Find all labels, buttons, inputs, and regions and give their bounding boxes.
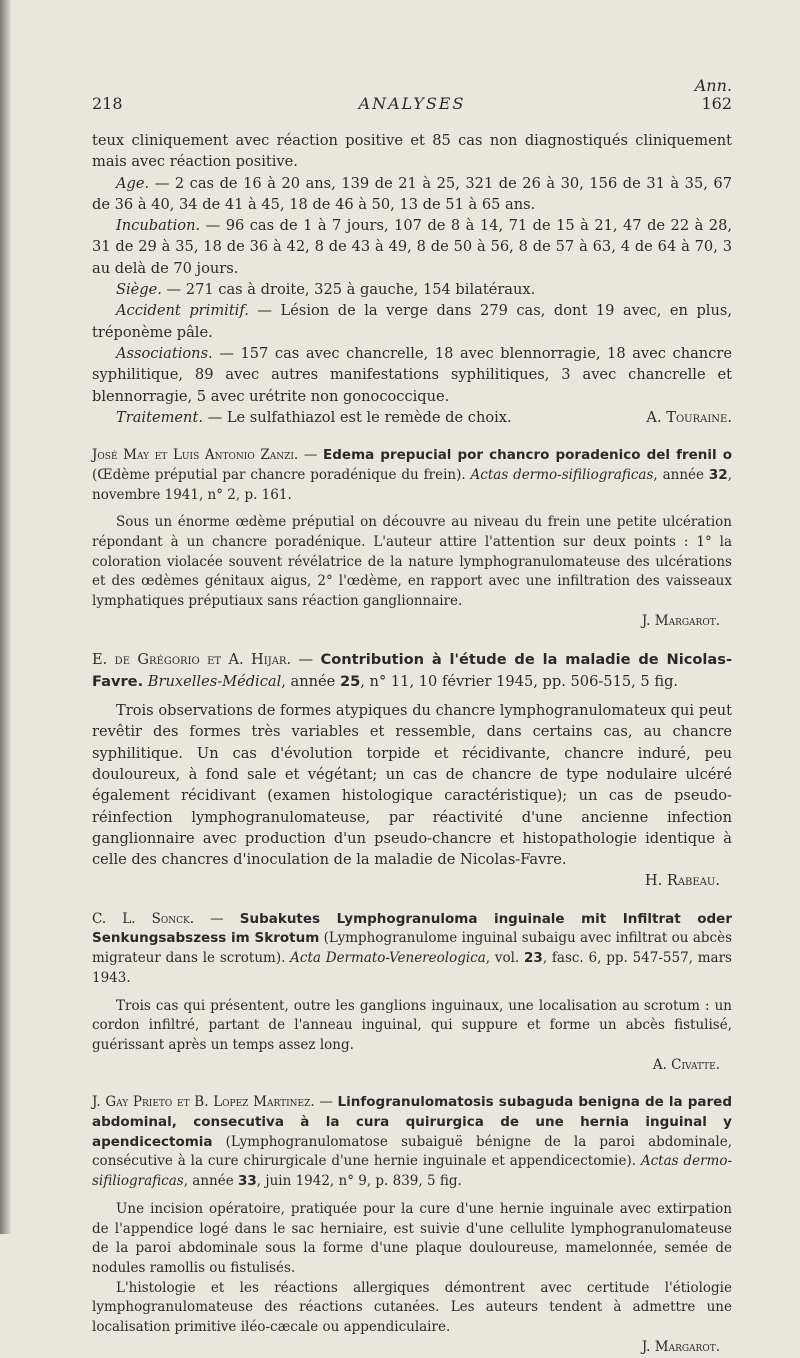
entry-translation: (Lymphogranulome inguinal subaigu avec infiltrat ou abcès migrateur dans le scrotum). [92,930,732,967]
entry-translation: (Lymphogranulomatose subaiguë bénigne de la paroi abdominale, consécutive à la cure chirurgicale d'une hernie inguinale et appendicectomie). [92,1133,732,1170]
entry-volume: 23 [524,950,543,967]
header-ann: Ann. [694,76,732,95]
signature: A. Civatte. [652,1056,720,1073]
ref-pre: , vol. [485,950,525,967]
accident-text: — Lésion de la verge dans 279 cas, dont 19 avec, en plus, tréponème pâle. [92,302,732,341]
scan-edge-shadow [0,0,12,1234]
ref-post: , fasc. 6, pp. 547-557, mars 1943. [92,950,732,986]
entry-journal: Bruxelles-Médical [147,672,282,690]
entry-body: Trois observations de formes atypiques du chancre lymphogranulomateux qui peut revêtir des formes très variables et ressemble, dans certains cas, au chancre syphilitique. Un cas d'évolution torpide et récidivante, chancre induré, peu douloureux, à fond sale et végétant; un cas de chancre de type nodulaire ulcéré également récidivant (examen histologique caractéristique); un cas de pseudo-réinfection lymphogranulomateuse, par réactivité d'une ancienne infection ganglionnaire avec production d'un pseudo-chancre et histopathologie identique à celle des chancres d'inoculation de la maladie de Nicolas-Favre. [92,702,732,869]
treatment-text: — Le sulfathiazol est le remède de choix. [202,408,512,426]
entry-journal: Actas dermo-sifiliograficas [470,466,654,483]
dash: — [298,447,324,464]
incubation-text: — 96 cas de 1 à 7 jours, 107 de 8 à 14, 71 de 15 à 21, 47 de 22 à 28, 31 de 29 à 35, 18 de 36 à 42, 8 de 43 à 49, 8 de 50 à 56, 8 de 57 à 63, 4 de 64 à 70, 3 au delà de 70 jours. [92,217,732,277]
treatment-label: Traitement. [116,408,203,426]
incubation-paragraph [92,215,732,279]
entry-continued [92,130,732,428]
final-row [92,1279,732,1338]
signature: A. Touraine. [646,408,732,426]
associations-paragraph [92,343,732,407]
accident-paragraph [92,300,732,343]
entry-authors: C. L. Sonck. [92,910,195,927]
siege-paragraph [92,279,732,300]
ref-post: , n° 11, 10 février 1945, pp. 506-515, 5 fig. [360,672,679,690]
entry-heading [92,649,732,692]
dash: — [314,1094,338,1111]
entry-volume: 33 [238,1173,257,1190]
running-title: ANALYSES [358,94,466,113]
associations-text: — 157 cas avec chancrelle, 18 avec blennorragie, 18 avec chancre syphilitique, 89 avec autres manifestations syphilitiques, 3 avec chancrelle et blennorragie, 5 avec urétrite non gonococcique. [92,344,732,405]
entry-title: Linfogranulomatosis subaguda benigna de la pared abdominal, consecutiva à la cura quirurgica de une hernia inguinal y apendicectomia [92,1094,732,1150]
running-header [92,94,732,116]
incubation-label: Incubation. [116,217,201,235]
ref-post: , novembre 1941, n° 2, p. 161. [92,466,732,503]
treatment-paragraph [92,407,512,428]
intro-paragraph: teux cliniquement avec réaction positive et 85 cas non diagnostiqués cliniquement mais avec réaction positive. [92,132,732,171]
treatment-row [92,407,732,428]
entry-body: Trois cas qui présentent, outre les ganglions inguinaux, une localisation au scrotum : un cordon infiltré, partant de l'anneau inguinal, qui suppure et forme un abcès fistulisé, guérissant après un temps assez long. [92,997,732,1053]
associations-label: Associations. [116,344,213,362]
entry-sonck [92,910,732,1076]
entry-body-1: Une incision opératoire, pratiquée pour la cure d'une hernie inguinale avec extirpation de l'appendice logé dans le sac herniaire, est suivie d'une cellulite lymphogranulomateuse de la paroi abdominale sous la forme d'une plaque douloureuse, mamelonnée, semée de nodules ramollis ou fistulisés. [92,1200,732,1276]
ref-pre: , année [183,1173,238,1190]
entry-title: Subakutes Lymphogranuloma inguinale mit Infiltrat oder Senkungsabszess im Skrotum [92,910,732,947]
siege-label: Siège. [116,281,162,299]
ref-post: , juin 1942, n° 9, p. 839, 5 fig. [256,1173,462,1190]
entry-title: Contribution à l'étude de la maladie de Nicolas-Favre. [92,651,732,690]
ref-pre: , année [281,672,340,690]
entry-translation: (Œdème préputial par chancre poradénique du frein). [92,466,471,483]
entry-authors: José May et Luis Antonio Zanzi. [92,447,299,464]
entry-may-zanzi [92,446,732,631]
accident-label: Accident primitif. [116,302,249,320]
entry-volume: 25 [339,672,361,690]
dash: — [291,651,321,669]
entry-title: Edema prepucial por chancro poradenico del frenil o [323,447,732,464]
entry-gregorio-hijar [92,649,732,891]
entry-volume: 32 [708,466,728,483]
entry-journal: Acta Dermato-Venereologica [290,950,486,967]
entry-body: Sous un énorme œdème préputial on découvre au niveau du frein une petite ulcération répondant à un chancre poradénique. L'auteur attire l'attention sur deux points : 1° la coloration violacée souvent révélatrice de la nature lymphogranulomateuse des ulcérations et des œdèmes génitaux aigus, 2° l'œdème, en rapport avec une infiltration des vaisseaux lymphatiques préputiaux sans réaction ganglionnaire. [92,514,732,610]
age-label: Age. [116,174,150,192]
entry-journal: Actas dermo-sifiliograficas [92,1153,733,1190]
page-number-left: 218 [92,94,123,113]
entry-body-2: L'histologie et les réactions allergiques démontrent avec certitude l'étiologie lymphogranulomateuse des réactions cutanées. Les auteurs tendent à admettre une localisation primitive iléo-cæcale ou appendiculaire. [92,1279,732,1336]
age-paragraph [92,173,732,216]
page-text [92,130,732,1358]
dash: — [194,910,240,927]
entry-heading [92,910,732,989]
signature: J. Margarot. [641,1338,720,1355]
signature: H. Rabeau. [644,872,720,890]
entry-gay-prieto [92,1093,732,1357]
entry-authors: E. de Grégorio et A. Hijar. [92,651,292,669]
entry-authors: J. Gay Prieto et B. Lopez Martinez. [92,1094,315,1111]
entry-heading [92,446,732,505]
siege-text: — 271 cas à droite, 325 à gauche, 154 bilatéraux. [161,281,536,299]
entry-heading [92,1093,732,1192]
ref-pre: , année [653,466,709,483]
page-number-right: 162 [701,94,732,113]
signature: J. Margarot. [641,612,720,629]
age-text: — 2 cas de 16 à 20 ans, 139 de 21 à 25, 321 de 26 à 30, 156 de 31 à 35, 67 de 36 à 40, 34 de 41 à 45, 18 de 46 à 50, 13 de 51 à 65 ans. [92,174,732,213]
